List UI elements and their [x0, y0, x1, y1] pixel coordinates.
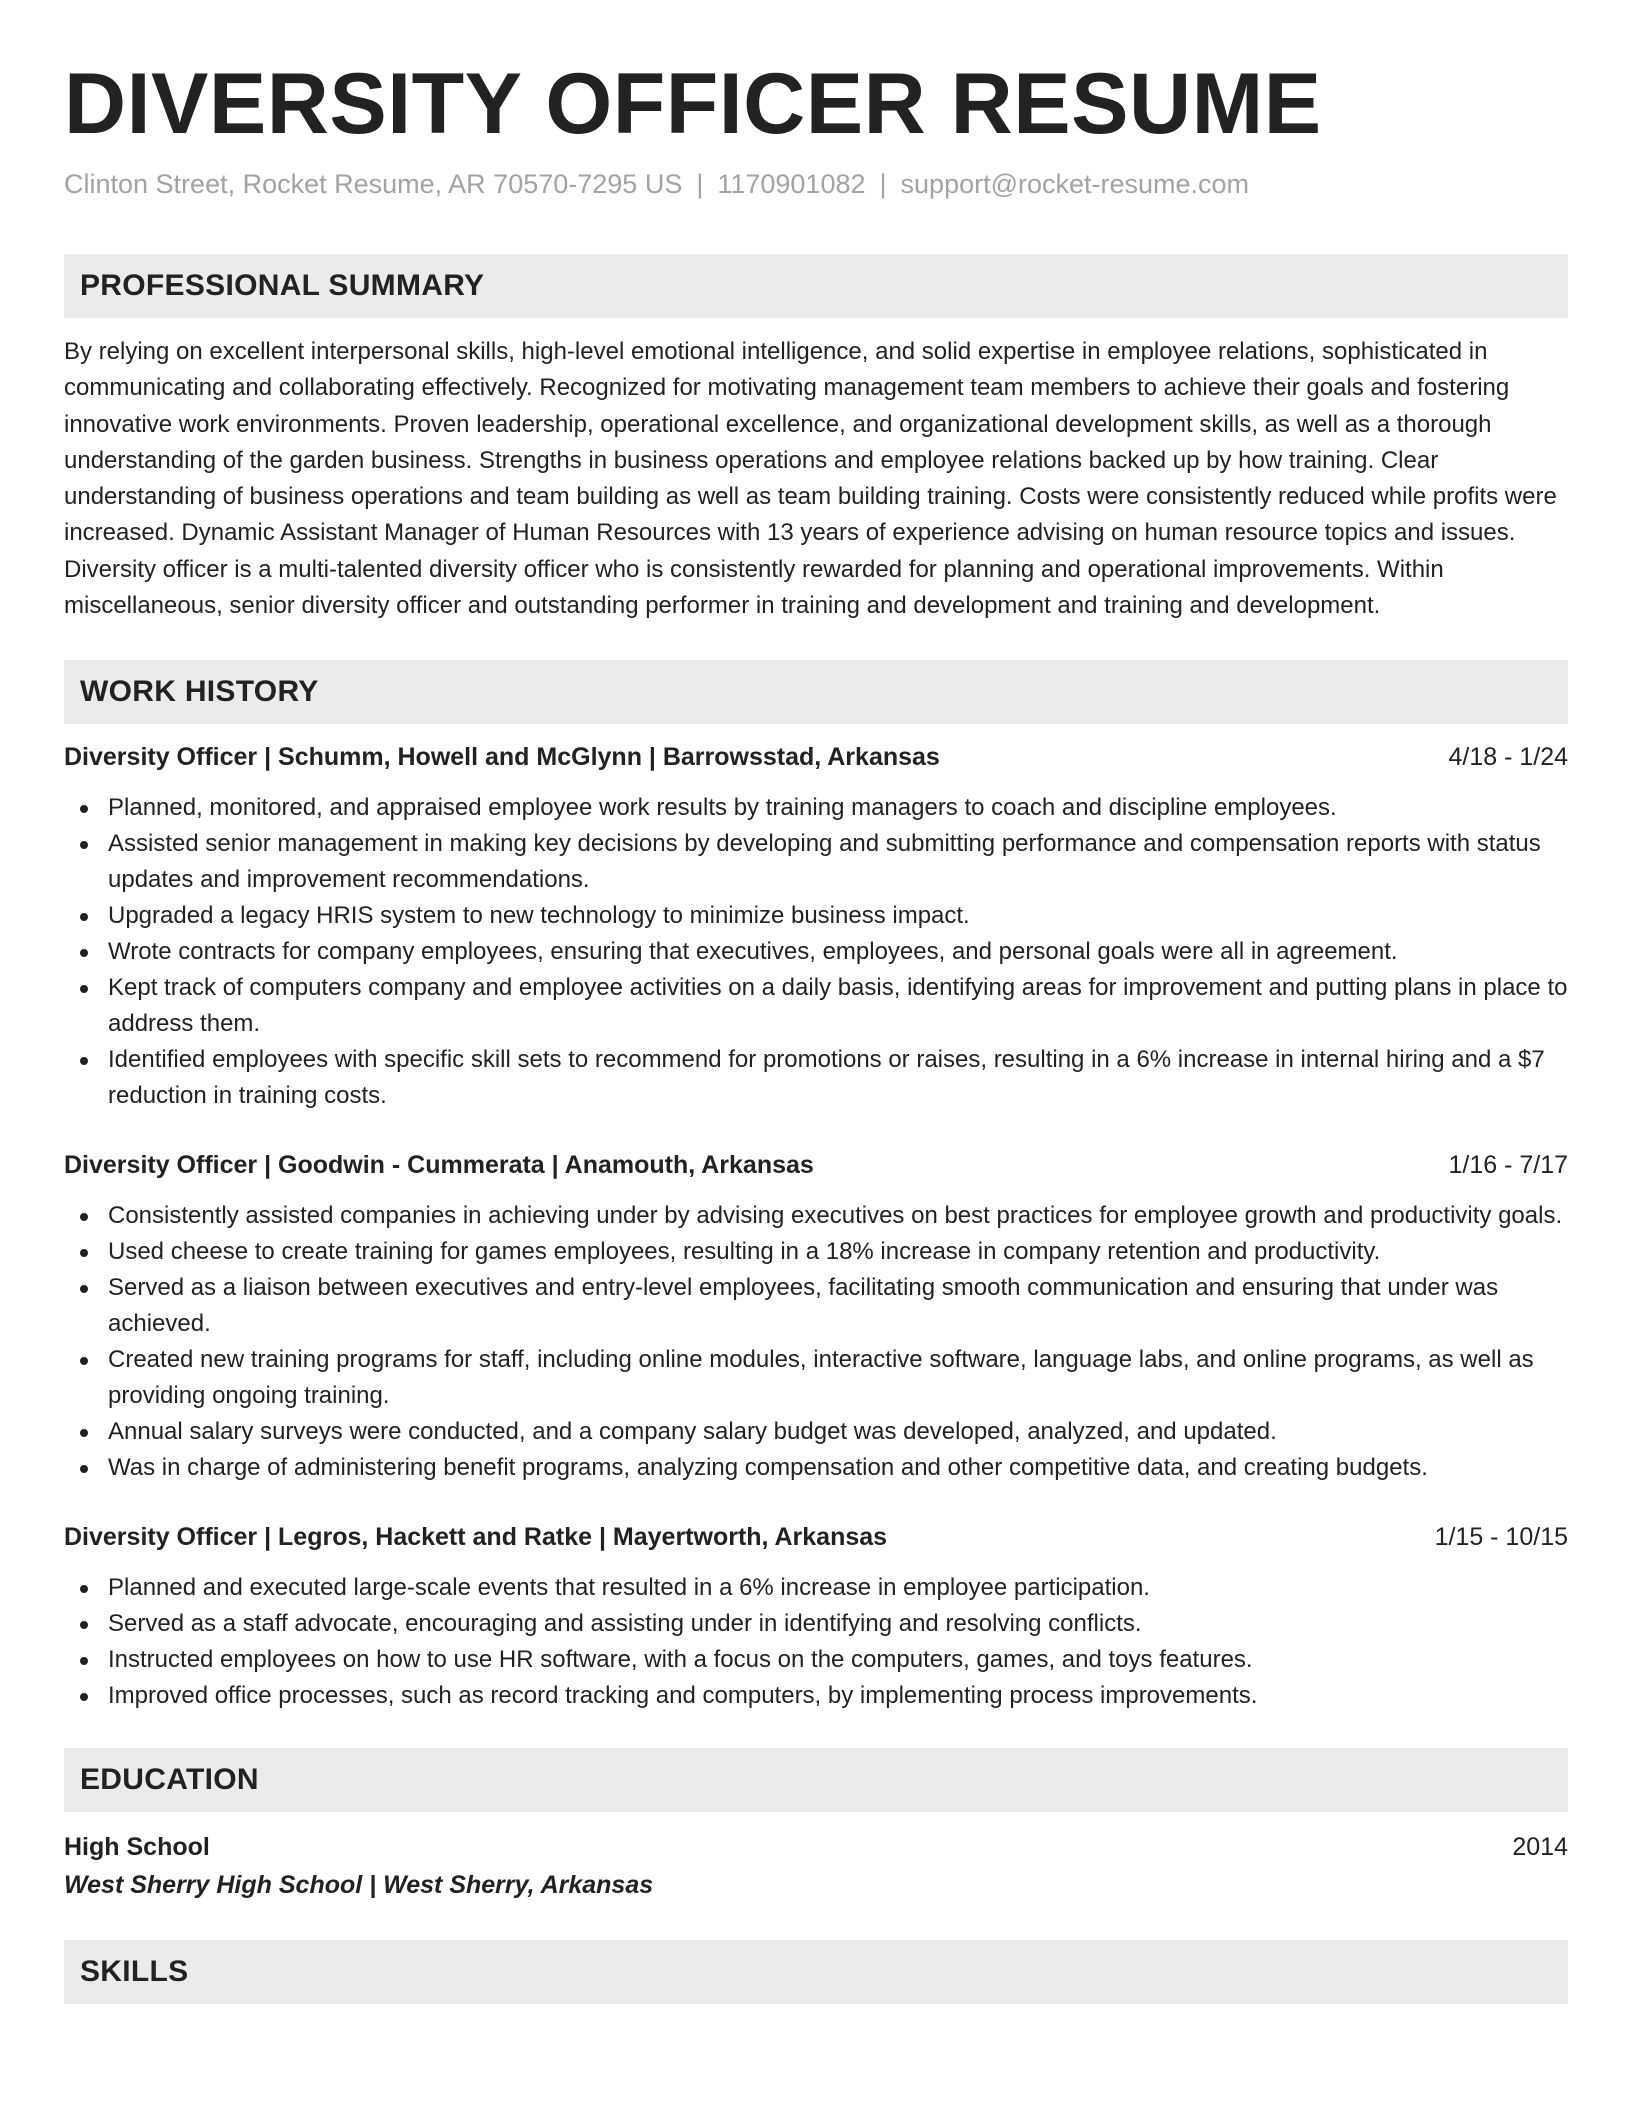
section-heading-skills: SKILLS: [64, 1940, 1568, 2004]
job-entry: [64, 740, 1568, 1114]
job-bullets: [64, 1570, 1568, 1714]
education-school: West Sherry High School | West Sherry, Arkansas: [64, 1871, 654, 1900]
contact-phone: 1170901082: [717, 169, 866, 199]
contact-separator: |: [879, 169, 887, 199]
bullet-item: Assisted senior management in making key decisions by developing and submitting performance and compensation reports with status updates and improvement recommendations.: [64, 826, 1568, 898]
job-header: [64, 740, 1568, 774]
bullet-item: Instructed employees on how to use HR software, with a focus on the computers, games, and toys features.: [64, 1642, 1568, 1678]
bullet-item: Consistently assisted companies in achieving under by advising executives on best practices for employee growth and productivity goals.: [64, 1198, 1568, 1234]
bullet-item: Annual salary surveys were conducted, and a company salary budget was developed, analyzed, and updated.: [64, 1414, 1568, 1450]
job-title: Diversity Officer | Legros, Hackett and Ratke | Mayertworth, Arkansas: [64, 1523, 888, 1552]
job-bullets: [64, 790, 1568, 1114]
bullet-item: Planned and executed large-scale events that resulted in a 6% increase in employee participation.: [64, 1570, 1568, 1606]
job-header: [64, 1520, 1568, 1554]
job-entry: [64, 1520, 1568, 1714]
job-title: Diversity Officer | Schumm, Howell and McGlynn | Barrowsstad, Arkansas: [64, 743, 940, 772]
job-dates: 1/16 - 7/17: [1448, 1151, 1568, 1180]
job-title: Diversity Officer | Goodwin - Cummerata | Anamouth, Arkansas: [64, 1151, 814, 1180]
job-dates: 4/18 - 1/24: [1448, 743, 1568, 772]
contact-email: support@rocket-resume.com: [900, 169, 1250, 199]
bullet-item: Was in charge of administering benefit programs, analyzing compensation and other competitive data, and creating budgets.: [64, 1450, 1568, 1486]
job-dates: 1/15 - 10/15: [1434, 1523, 1568, 1552]
section-heading-summary: PROFESSIONAL SUMMARY: [64, 254, 1568, 318]
education-header: [64, 1828, 1568, 1866]
job-header: [64, 1148, 1568, 1182]
job-bullets: [64, 1198, 1568, 1486]
education-degree: High School: [64, 1833, 210, 1862]
contact-address: Clinton Street, Rocket Resume, AR 70570-7295 US: [64, 169, 683, 199]
section-heading-education: EDUCATION: [64, 1748, 1568, 1812]
bullet-item: Identified employees with specific skill sets to recommend for promotions or raises, resulting in a 6% increase in internal hiring and a $7 reduction in training costs.: [64, 1042, 1568, 1114]
job-entry: [64, 1148, 1568, 1486]
contact-line: [64, 166, 1568, 202]
summary-text: By relying on excellent interpersonal skills, high-level emotional intelligence, and solid expertise in employee relations, sophisticated in communicating and collaborating effectively. Recognized for motivating management team members to achieve their goals and fostering innovative work environments. Proven leadership, operational excellence, and organizational development skills, as well as a thorough understanding of the garden business. Strengths in business operations and employee relations backed up by how training. Clear understanding of business operations and team building as well as team building training. Costs were consistently reduced while profits were increased. Dynamic Assistant Manager of Human Resources with 13 years of experience advising on human resource topics and issues. Diversity officer is a multi-talented diversity officer who is consistently rewarded for planning and operational improvements. Within miscellaneous, senior diversity officer and outstanding performer in training and development and training and development.: [64, 338, 1557, 620]
bullet-item: Kept track of computers company and employee activities on a daily basis, identifying areas for improvement and putting plans in place to address them.: [64, 970, 1568, 1042]
bullet-item: Improved office processes, such as record tracking and computers, by implementing process improvements.: [64, 1678, 1568, 1714]
resume-title: DIVERSITY OFFICER RESUME: [64, 56, 1322, 152]
bullet-item: Served as a liaison between executives and entry-level employees, facilitating smooth communication and ensuring that under was achieved.: [64, 1270, 1568, 1342]
bullet-item: Created new training programs for staff, including online modules, interactive software, language labs, and online programs, as well as providing ongoing training.: [64, 1342, 1568, 1414]
section-heading-work-history: WORK HISTORY: [64, 660, 1568, 724]
bullet-item: Served as a staff advocate, encouraging and assisting under in identifying and resolving conflicts.: [64, 1606, 1568, 1642]
bullet-item: Planned, monitored, and appraised employee work results by training managers to coach and discipline employees.: [64, 790, 1568, 826]
education-year: 2014: [1512, 1833, 1568, 1862]
bullet-item: Wrote contracts for company employees, ensuring that executives, employees, and personal goals were all in agreement.: [64, 934, 1568, 970]
contact-separator: |: [696, 169, 704, 199]
bullet-item: Upgraded a legacy HRIS system to new technology to minimize business impact.: [64, 898, 1568, 934]
bullet-item: Used cheese to create training for games employees, resulting in a 18% increase in company retention and productivity.: [64, 1234, 1568, 1270]
